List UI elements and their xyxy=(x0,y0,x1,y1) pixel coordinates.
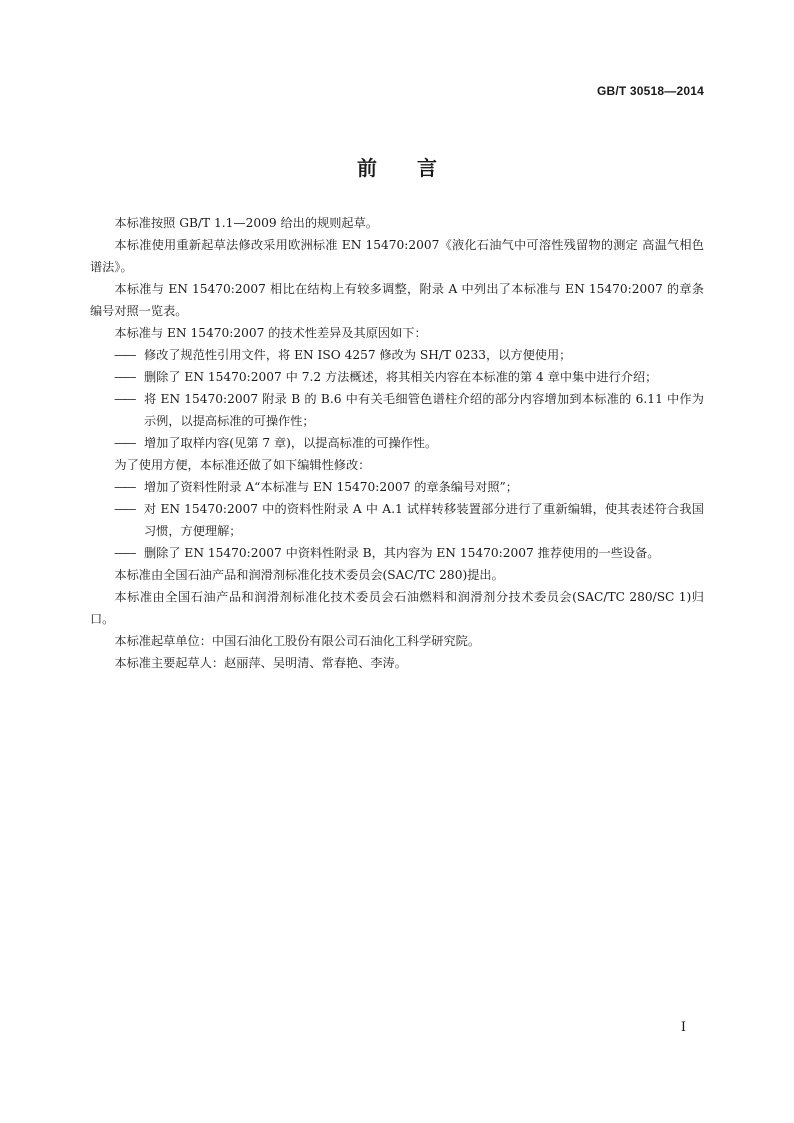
list-dash: —— xyxy=(114,502,135,516)
list-dash: —— xyxy=(114,348,135,362)
paragraph-technical-diff-intro: 本标准与 EN 15470:2007 的技术性差异及其原因如下： xyxy=(114,326,427,340)
list-item-text: 修改了规范性引用文件，将 EN ISO 4257 修改为 SH/T 0233，以方便使用； xyxy=(144,348,572,362)
list-item xyxy=(90,366,704,388)
list-dash: —— xyxy=(114,436,135,450)
list-item-text: 将 EN 15470:2007 附录 B 的 B.6 中有关毛细管色谱柱介绍的部分内容增加到本标准的 6.11 中作为示例，以提高标准的可操作性； xyxy=(144,392,704,428)
list-item xyxy=(90,432,704,454)
list-item-text: 删除了 EN 15470:2007 中资料性附录 B，其内容为 EN 15470:2007 推荐使用的一些设备。 xyxy=(144,546,660,560)
list-item-text: 增加了取样内容(见第 7 章)，以提高标准的可操作性。 xyxy=(144,436,438,450)
list-item xyxy=(90,344,704,366)
list-item xyxy=(90,542,704,564)
list-dash: —— xyxy=(114,392,135,406)
page-number: I xyxy=(680,1020,686,1035)
list-item xyxy=(90,498,704,542)
list-item-text: 删除了 EN 15470:2007 中 7.2 方法概述，将其相关内容在本标准的第 4 章中集中进行介绍； xyxy=(144,370,658,384)
list-item-text: 增加了资料性附录 A“本标准与 EN 15470:2007 的章条编号对照”； xyxy=(144,480,518,494)
standard-code: GB/T 30518—2014 xyxy=(596,84,704,98)
list-dash: —— xyxy=(114,480,135,494)
paragraph-proposed-by: 本标准由全国石油产品和润滑剂标准化技术委员会(SAC/TC 280)提出。 xyxy=(114,568,504,582)
list-item-text: 对 EN 15470:2007 中的资料性附录 A 中 A.1 试样转移装置部分进行了重新编辑，使其表述符合我国习惯，方便理解； xyxy=(144,502,704,538)
list-item xyxy=(90,476,704,498)
paragraph-drafting-unit: 本标准起草单位：中国石油化工股份有限公司石油化工科学研究院。 xyxy=(114,634,481,648)
list-dash: —— xyxy=(114,546,135,560)
list-item xyxy=(90,388,704,432)
paragraph-adoption: 本标准使用重新起草法修改采用欧洲标准 EN 15470:2007《液化石油气中可溶性残留物的测定 高温气相色谱法》。 xyxy=(90,238,704,274)
paragraph-drafters: 本标准主要起草人：赵丽萍、吴明清、常春艳、李涛。 xyxy=(114,656,407,670)
page-title: 前言 xyxy=(357,156,477,180)
foreword-body xyxy=(90,212,704,674)
paragraph-drafting-rules: 本标准按照 GB/T 1.1—2009 给出的规则起草。 xyxy=(114,216,378,230)
paragraph-editorial-intro: 为了使用方便，本标准还做了如下编辑性修改： xyxy=(114,458,371,472)
paragraph-under-jurisdiction: 本标准由全国石油产品和润滑剂标准化技术委员会石油燃料和润滑剂分技术委员会(SAC/TC 280/SC 1)归口。 xyxy=(90,590,704,626)
list-dash: —— xyxy=(114,370,135,384)
paragraph-structure: 本标准与 EN 15470:2007 相比在结构上有较多调整，附录 A 中列出了本标准与 EN 15470:2007 的章条编号对照一览表。 xyxy=(90,282,704,318)
